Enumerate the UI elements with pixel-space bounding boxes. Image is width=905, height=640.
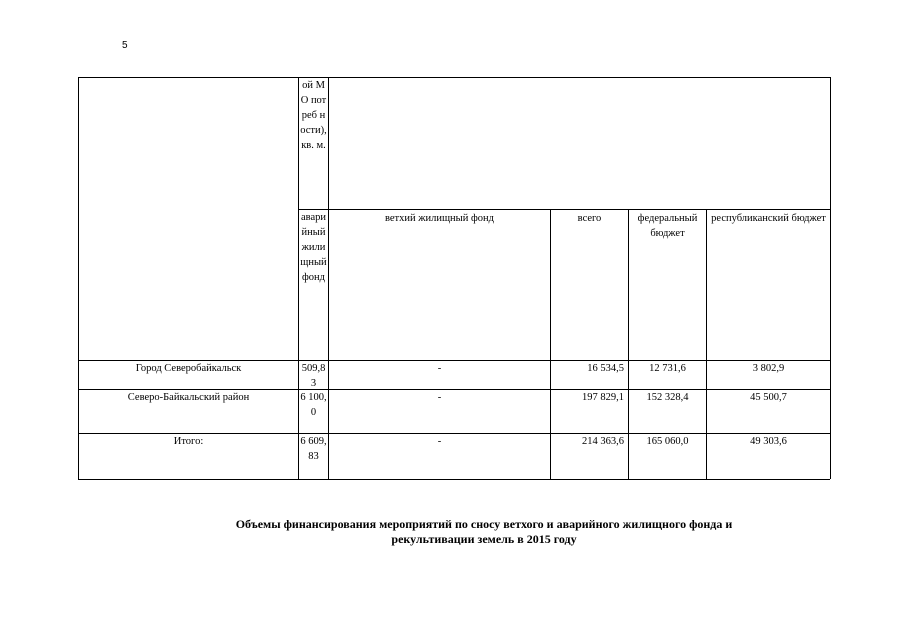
- row-federal: 152 328,4: [646, 392, 689, 403]
- row-area: 6 609,83: [300, 436, 327, 462]
- row-name: Город Северобайкальск: [135, 363, 242, 374]
- section-title-line2: рекультивации земель в 2015 году: [391, 532, 577, 546]
- row-total: 197 829,1: [582, 392, 624, 403]
- row-area: 509,83: [301, 363, 326, 389]
- row-name: Северо-Байкальский район: [127, 392, 250, 403]
- table-rule: [328, 77, 329, 479]
- table-border-top: [78, 77, 830, 78]
- page-number: 5: [122, 40, 128, 51]
- header-republic-budget: республиканский бюджет: [711, 213, 826, 224]
- header-federal-budget: федеральный бюджет: [637, 213, 698, 239]
- row-dilapidated: -: [437, 436, 442, 447]
- table-rule: [298, 209, 830, 210]
- row-federal: 165 060,0: [646, 436, 689, 447]
- header-dilapidated-fund: ветхий жилищный фонд: [384, 213, 494, 224]
- header-area-continuation: ой МО потреб ности), кв. м.: [300, 80, 327, 151]
- row-name: Итого:: [173, 436, 204, 447]
- row-dilapidated: -: [437, 392, 442, 403]
- row-republic: 3 802,9: [752, 363, 785, 374]
- section-title-line1: Объемы финансирования мероприятий по сносу ветхого и аварийного жилищного фонда и: [235, 517, 733, 531]
- header-emergency-fund: аварийный жилищный фонд: [300, 212, 327, 283]
- table-border-right: [830, 77, 831, 479]
- row-total: 16 534,5: [587, 363, 624, 374]
- row-dilapidated: -: [437, 363, 442, 374]
- row-republic: 49 303,6: [750, 436, 787, 447]
- table-border-left: [78, 77, 79, 479]
- row-republic: 45 500,7: [750, 392, 787, 403]
- row-area: 6 100,0: [300, 392, 327, 418]
- header-total: всего: [577, 213, 602, 224]
- row-federal: 12 731,6: [649, 363, 686, 374]
- table-border-bottom: [78, 479, 830, 480]
- section-title: [120, 517, 848, 547]
- row-total: 214 363,6: [582, 436, 624, 447]
